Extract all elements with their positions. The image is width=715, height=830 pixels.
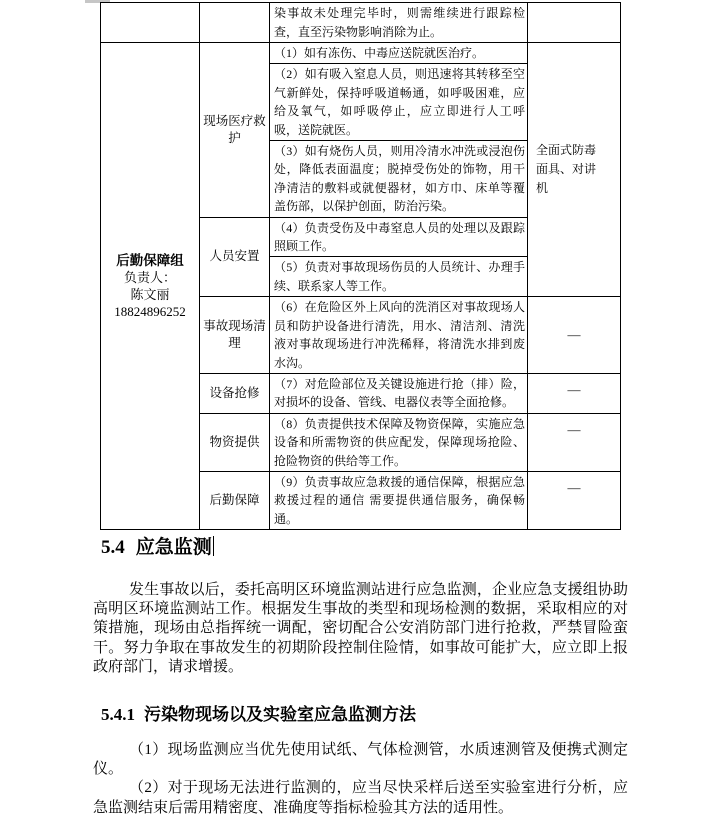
empty-cell [101, 3, 200, 43]
emergency-duty-table [100, 2, 621, 530]
section-5-4 [93, 536, 628, 818]
equipment-dash-cell: — [528, 471, 621, 529]
equipment-dash-cell: — [528, 413, 621, 471]
group-phone: 18824896252 [114, 304, 186, 320]
duty-item-8: （8）负责提供技术保障及物资保障，实施应急设备和所需物资的供应配发，保障现场抢险、抢险物资的供给等工作。 [270, 413, 528, 471]
equipment-dash-cell: — [528, 373, 621, 413]
duty-item-9: （9）负责事故应急救援的通信保障，根据应急救援过程的通信 需要提供通信服务，确保畅通。 [270, 471, 528, 529]
duty-item-4: （4）负责受伤及中毒窒息人员的处理以及跟踪照顾工作。 [270, 217, 528, 257]
text-cursor [213, 536, 215, 556]
duty-item-5: （5）负责对事故现场伤员的人员统计、办理手续、联系家人等工作。 [270, 257, 528, 297]
group-leader-label: 负责人： [123, 270, 176, 286]
section-number: 5.4 [101, 537, 125, 558]
section-number: 5.4.1 [101, 705, 135, 725]
duty-category-medical: 现场医疗救护 [200, 43, 270, 218]
table-row [101, 43, 621, 64]
empty-cell [200, 3, 270, 43]
duty-category-cleanup: 事故现场清理 [200, 297, 270, 374]
duty-category-repair: 设备抢修 [200, 373, 270, 413]
group-leader-name: 陈文丽 [130, 287, 170, 303]
section-title: 应急监测 [135, 537, 212, 558]
duty-category-logistics: 后勤保障 [200, 471, 270, 529]
section-5-4-1-paragraph-1: （1）现场监测应当优先使用试纸、气体检测管，水质速测管及便携式测定仪。 [93, 742, 628, 778]
section-5-4-paragraph: 发生事故以后，委托高明区环境监测站进行应急监测，企业应急支援组协助高明区环境监测站工作。根据发生事故的类型和现场检测的数据，采取相应的对策措施，现场由总指挥统一调配，密切配合公安消防部门进行抢救，严禁冒险蛮干。努力争取在事故发生的初期阶段控制住险情，如事故可能扩大，应立即上报政府部门，请求增援。 [93, 582, 628, 675]
section-title: 污染物现场以及实验室应急监测方法 [144, 705, 416, 725]
duty-category-supply: 物资提供 [200, 413, 270, 471]
duty-item-2: （2）如有吸入窒息人员，则迅速将其转移至空气新鲜处，保持呼吸道畅通，如呼吸困难，应给及氧气，如呼吸停止，应立即进行人工呼吸，送院就医。 [270, 64, 528, 141]
table-row [101, 3, 621, 43]
duty-category-resettle: 人员安置 [200, 217, 270, 297]
continuation-text-cell: 染事故未处理完毕时，则需维续进行跟踪检查，直至污染物影响消除为止。 [270, 3, 528, 43]
equipment-cell: 全面式防毒面具、对讲机 [528, 43, 621, 297]
group-name: 后勤保障组 [116, 253, 184, 269]
duty-item-7: （7）对危险部位及关键设施进行抢（排）险，对损坏的设备、管线、电器仪表等全面抢修。 [270, 373, 528, 413]
empty-cell [528, 3, 621, 43]
section-5-4-heading [101, 536, 628, 559]
section-5-4-1-paragraph-2: （2）对于现场无法进行监测的，应当尽快采样后送至实验室进行分析，应急监测结束后需用精密度、准确度等指标检验其方法的适用性。 [93, 780, 628, 816]
duty-item-1: （1）如有冻伤、中毒应送院就医治疗。 [270, 43, 528, 64]
duty-item-3: （3）如有烧伤人员，则用冷清水冲洗或浸泡伤处，降低表面温度；脱掉受伤处的饰物，用干净清洁的敷料或就便器材，如方巾、床单等覆盖伤部，以保护创面，防治污染。 [270, 141, 528, 218]
section-5-4-1-heading [101, 705, 628, 725]
duty-item-6: （6）在危险区外上风向的洗消区对事故现场人员和防护设备进行清洗，用水、清洁剂、清洗液对事故现场进行冲洗稀释，将清洗水排到废水沟。 [270, 297, 528, 374]
equipment-dash-cell: — [528, 297, 621, 374]
group-info-cell [101, 43, 200, 530]
